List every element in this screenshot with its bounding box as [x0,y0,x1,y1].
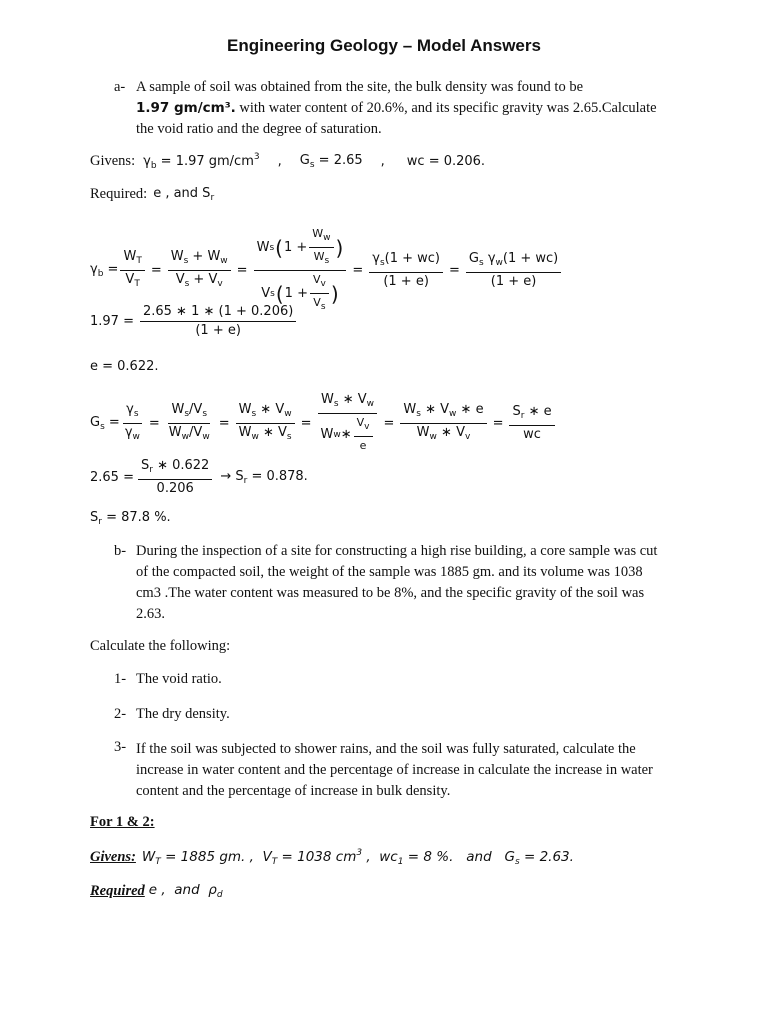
equation-substitution [90,304,298,339]
givens-a-gs: $G_s = 2.65$ [299,153,363,170]
eq4-frac-2: $\frac{W_s/V_s}{W_w/V_w}$ [168,401,210,442]
eq5-frac [138,458,212,497]
list-item-3-number: 3- [114,739,127,755]
part-a-paragraph [114,77,678,140]
part-a-line-1: A sample of soil was obtained from the site, the bulk density was found to be [136,79,584,95]
part-b-line-3: cm3 .The water content was measured to be 8%, and the specific gravity of the soil was [136,585,645,601]
list-item-3-line-2: increase in water content and the percentage of increase in calculate the increase in water [136,762,653,778]
givens-a-bulk: $\gamma_b = 1.97$ $gm/cm^3$ [143,152,260,171]
list-item-3-line-3: content and the percentage of increase in bulk density. [136,783,451,799]
list-item-2-number: 2- [114,706,127,722]
required-a [90,186,214,203]
required-b [90,882,223,900]
equation-saturation-percent [90,510,171,527]
eq3-text: e = 0.622. [90,359,159,374]
eq4-frac-6: $\frac{S_r ∗ e}{wc}$ [509,404,554,443]
eq1-frac-1: $\frac{W_T}{V_T}$ [120,249,144,292]
page-title: Engineering Geology – Model Answers [227,36,541,55]
givens-a [90,152,485,171]
eq2-denominator: (1 + e) [195,323,241,338]
givens-b-values: $W_T = 1885$ gm. , $V_T = 1038$ $cm^3$ , $wc_1 = 8$ %. and $G_s = 2.63$. [141,848,574,867]
list-item-1-number: 1- [114,671,127,687]
equation-bulk-density: $\gamma_b$ = $\frac{W_T}{V_T}$ = $\frac{W_s + W_w}{V_s + V_v}$ = W s ( 1 + $\frac{W_w}{W_s}$ ) V s ( 1 + $\frac{V_v}{V_s}$ ) = $\frac{\gamma_s(1 + wc)}{(1 + e)}$ = $\frac{G_s \gamma_w(1 + wc)}{(1 + e)}$ [90,226,563,315]
required-a-label: Required: [90,186,148,202]
eq2-frac [140,304,296,339]
part-a-line-3: the void ratio and the degree of saturation. [136,121,382,137]
list-item-3-line-1: If the soil was subjected to shower rains, and the soil was fully saturated, calculate the [136,741,636,757]
eq4-frac-3: $\frac{W_s ∗ V_w}{W_w ∗ V_s}$ [236,402,295,445]
givens-a-wc: wc = 0.206. [406,154,486,169]
eq4-frac-1: $\frac{\gamma_s}{\gamma_w}$ [124,401,140,442]
part-b-line-1: During the inspection of a site for constructing a high rise building, a core sample was cut [136,543,658,559]
eq2-numerator: 2.65 ∗ 1 ∗ (1 + 0.206) [140,304,296,322]
required-b-items: e , and $\rho_d$ [148,882,223,900]
eq4-frac-5: $\frac{W_s ∗ V_w ∗ e}{W_w ∗ V_v}$ [400,402,486,445]
equation-saturation [90,458,308,497]
list-item-1-text: The void ratio. [136,671,222,687]
eq5-lhs: 2.65 = [90,470,134,485]
givens-a-sep-1: , [277,154,282,169]
part-a-line-2-rest: with water content of 20.6%, and its specific gravity was 2.65.Calculate [235,100,657,116]
part-b-line-4: 2.63. [136,606,165,622]
eq4-frac-4: $W_s$ ∗ $V_w$ W w ∗ $\frac{V_v}{e}$ [318,392,378,454]
calculate-heading: Calculate the following: [90,638,231,654]
eq2-lhs: 1.97 = [90,314,134,329]
list-item-3-text [136,739,678,802]
equation-void-ratio [90,359,159,374]
part-b-line-2: of the compacted soil, the weight of the sample was 1885 gm. and its volume was 1038 [136,564,643,580]
list-item-2-text: The dry density. [136,706,230,722]
givens-b [90,848,574,867]
part-a-label: a- [114,79,126,95]
eq1-lhs: $\gamma_b$ = [90,262,119,279]
givens-b-label: Givens: [90,849,136,865]
eq1-frac-5: $\frac{G_s \gamma_w(1 + wc)}{(1 + e)}$ [466,251,561,290]
required-a-items: e , and $S_r$ [153,186,215,203]
eq5-numerator: $S_r$ ∗ 0.622 [138,458,212,480]
part-b-label: b- [114,543,127,559]
eq4-lhs: $G_s$ = [90,414,120,432]
eq5-result: → $S_r = 0.878$. [220,469,308,486]
givens-a-label: Givens: [90,153,136,169]
eq6-text: $S_r = 87.8$ %. [90,510,171,527]
required-b-label: Required [90,882,145,899]
bulk-density-value: 1.97 gm/cm³. [136,100,236,116]
eq5-denominator: 0.206 [156,481,194,496]
part-b-paragraph [114,541,678,625]
eq1-frac-4: $\frac{\gamma_s(1 + wc)}{(1 + e)}$ [369,251,443,290]
for-1-2-heading: For 1 & 2: [90,814,155,830]
eq1-frac-2: $\frac{W_s + W_w}{V_s + V_v}$ [168,249,231,292]
part-a-line-2 [136,98,678,119]
eq1-frac-3: W s ( 1 + $\frac{W_w}{W_s}$ ) V s ( 1 + $\frac{V_v}{V_s}$ ) [254,226,347,315]
equation-specific-gravity: $G_s$ = $\frac{\gamma_s}{\gamma_w}$ = $\frac{W_s/V_s}{W_w/V_w}$ = $\frac{W_s ∗ V_w}{W_w ∗ V_s}$ = $W_s$ ∗ $V_w$ W w ∗ $\frac{V_v}{e}$ = $\frac{W_s ∗ V_w ∗ e}{W_w ∗ V_v}$ = $\frac{S_r ∗ e}{wc}$ [90,392,557,454]
givens-a-sep-2: , [380,154,385,169]
